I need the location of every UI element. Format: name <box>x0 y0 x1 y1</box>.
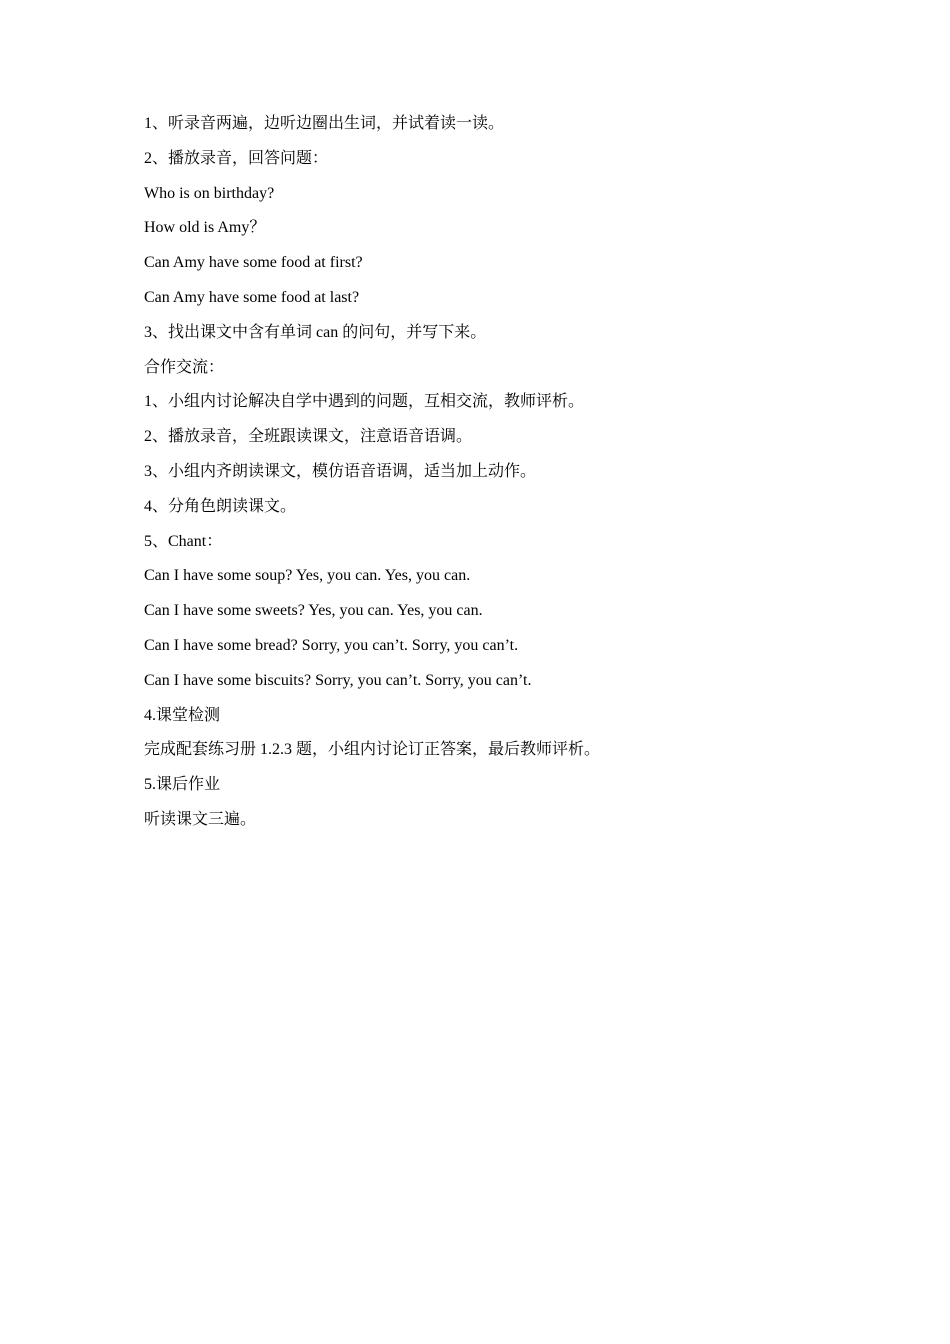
section-heading-classroom-test: 4.课堂检测 <box>144 706 221 724</box>
instruction-find-can: 3、找出课文中含有单词 can 的问句，并写下来。 <box>144 323 487 341</box>
section-heading-homework: 5.课后作业 <box>144 776 221 794</box>
document-body <box>144 114 844 845</box>
cooperation-step-2: 2、播放录音，全班跟读课文，注意语音语调。 <box>144 428 473 446</box>
question-birthday: Who is on birthday? <box>144 184 275 202</box>
cooperation-step-4: 4、分角色朗读课文。 <box>144 497 297 515</box>
instruction-play-recording: 2、播放录音，回答问题： <box>144 149 329 167</box>
question-food-first: Can Amy have some food at first? <box>144 254 363 272</box>
cooperation-step-5-chant: 5、Chant： <box>144 532 223 550</box>
chant-line-sweets: Can I have some sweets? Yes, you can. Yes, you can. <box>144 602 483 620</box>
classroom-test-text: 完成配套练习册 1.2.3 题，小组内讨论订正答案，最后教师评析。 <box>144 741 601 759</box>
chant-line-bread: Can I have some bread? Sorry, you can’t. Sorry, you can’t. <box>144 636 519 654</box>
question-age: How old is Amy？ <box>144 219 266 237</box>
instruction-listen-twice: 1、听录音两遍，边听边圈出生词，并试着读一读。 <box>144 115 505 132</box>
chant-line-biscuits: Can I have some biscuits? Sorry, you can’t. Sorry, you can’t. <box>144 671 532 689</box>
cooperation-step-1: 1、小组内讨论解决自学中遇到的问题，互相交流，教师评析。 <box>144 393 585 411</box>
section-heading-cooperation: 合作交流： <box>144 358 225 376</box>
homework-text: 听读课文三遍。 <box>144 810 257 828</box>
question-food-last: Can Amy have some food at last? <box>144 288 360 306</box>
cooperation-step-3: 3、小组内齐朗读课文，模仿语音语调，适当加上动作。 <box>144 462 537 480</box>
chant-line-soup: Can I have some soup? Yes, you can. Yes, you can. <box>144 567 471 585</box>
